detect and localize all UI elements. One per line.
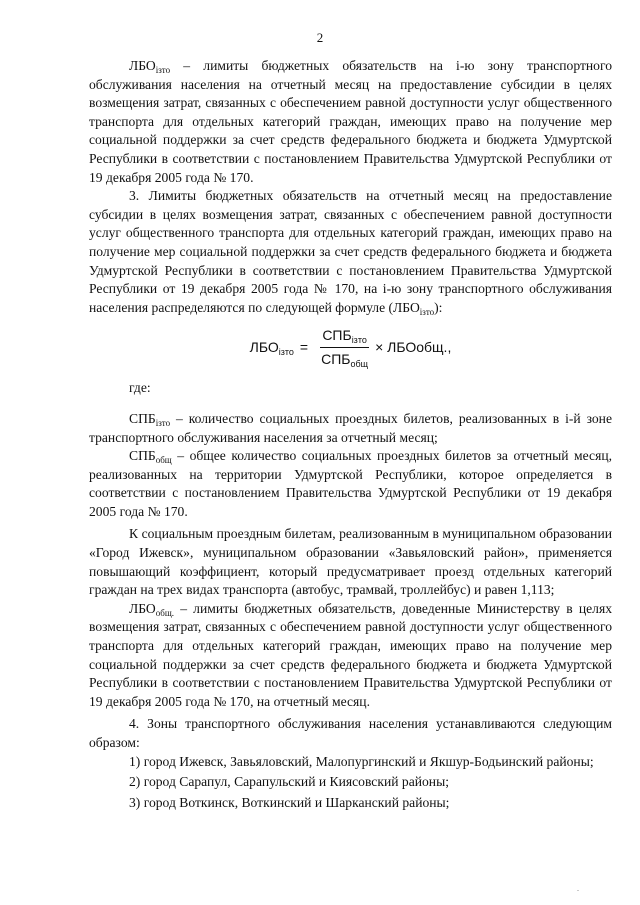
symbol-subscript: iзто [155, 417, 171, 428]
formula-fraction [319, 326, 370, 368]
formula-rhs: × ЛБОобщ., [375, 339, 452, 356]
numerator-subscript: iзто [351, 335, 367, 346]
formula-numerator [320, 326, 369, 348]
definition-text: – лимиты бюджетных обязательств, доведенные Министерству в целях возмещения затрат, связанных с обеспечением равной доступности услуг общественного транспорта для отдельных категорий граждан, имеющих право на получение мер социальной поддержки за счет средств федерального бюджета и бюджета Удмуртской Республики в соответствии с постановлением Правительства Удмуртской Республики от 19 декабря 2005 года № 170, на отчетный месяц. [89, 600, 612, 709]
definition-text: – лимиты бюджетных обязательств на i-ю зону транспортного обслуживания населения на отчетный месяц на предоставление субсидии в целях возмещения затрат, связанных с обеспечением равной доступности услуг общественного транспорта для отдельных категорий граждан, имеющих право на получение мер социальной поддержки за счет средств федерального бюджета и бюджета Удмуртской Республики в соответствии с постановлением Правительства Удмуртской Республики от 19 декабря 2005 года № 170. [89, 58, 612, 185]
formula-denominator [319, 348, 370, 369]
paragraph-coefficient: К социальным проездным билетам, реализованным в муниципальном образовании «Город Ижевск», муниципальном образовании «Завьяловский район», применяется повышающий коэффициент, который предусматривает проезд отдельных категорий граждан на трех видах транспорта (автобус, трамвай, троллейбус) и равен 1,113; [89, 526, 612, 598]
document-body [89, 57, 612, 812]
list-item: 1) город Ижевск, Завьяловский, Малопургинский и Якшур-Бодьинский районы; [129, 753, 594, 769]
page-number: 2 [316, 30, 324, 45]
formula-lhs-symbol: ЛБО [249, 339, 279, 356]
definition-lbo-total [89, 600, 612, 712]
definition-spb-total [89, 447, 612, 521]
paragraph-tail: ): [434, 299, 443, 315]
numerator-symbol: СПБ [322, 327, 352, 344]
symbol-subscript: общ [155, 455, 172, 466]
formula-lhs-subscript: iзто [278, 347, 294, 358]
zones-list [89, 753, 612, 813]
scan-speck: . [577, 884, 579, 893]
definition-lbo-izto [89, 57, 612, 187]
formula-equals: = [299, 339, 309, 356]
list-item: 3) город Воткинск, Воткинский и Шарканский районы; [129, 794, 450, 810]
definition-text: – количество социальных проездных билетов, реализованных в i-й зоне транспортного обслуживания населения за отчетный месяц; [89, 410, 612, 445]
symbol-lbo: ЛБО [129, 58, 156, 73]
symbol-spb: СПБ [129, 410, 156, 426]
symbol-spb: СПБ [129, 448, 156, 464]
symbol-subscript: общ. [155, 607, 175, 618]
where-label: где: [129, 380, 151, 396]
symbol-subscript: iзто [155, 65, 171, 75]
paragraph-4: 4. Зоны транспортного обслуживания населения устанавливаются следующим образом: [89, 716, 612, 750]
symbol-lbo: ЛБО [393, 299, 420, 315]
symbol-subscript: iзто [419, 306, 435, 317]
formula-lhs [250, 338, 294, 357]
paragraph-3 [89, 187, 612, 317]
definition-text: – общее количество социальных проездных билетов за отчетный месяц, реализованных на территории Удмуртской Республики, которое определяется в соответствии с постановлением Правительства Удмуртской Республики от 19 декабря 2005 года № 170. [89, 448, 612, 519]
denominator-subscript: общ [350, 358, 369, 369]
paragraph-text: 3. Лимиты бюджетных обязательств на отчетный месяц на предоставление субсидии в целях возмещения затрат, связанных с обеспечением равной доступности услуг общественного транспорта для отдельных категорий граждан, имеющих право на получение мер социальной поддержки за счет средств федерального бюджета и бюджета Удмуртской Республики в соответствии с постановлением Правительства Удмуртской Республики от 19 декабря 2005 года № 170, на i-ю зону транспортного обслуживания населения распределяются по следующей формуле ( [89, 188, 612, 315]
symbol-lbo: ЛБО [129, 600, 156, 616]
formula [89, 323, 612, 371]
definition-spb-izto [89, 410, 612, 447]
denominator-symbol: СПБ [321, 350, 351, 367]
list-item: 2) город Сарапул, Сарапульский и Киясовский районы; [129, 774, 449, 790]
